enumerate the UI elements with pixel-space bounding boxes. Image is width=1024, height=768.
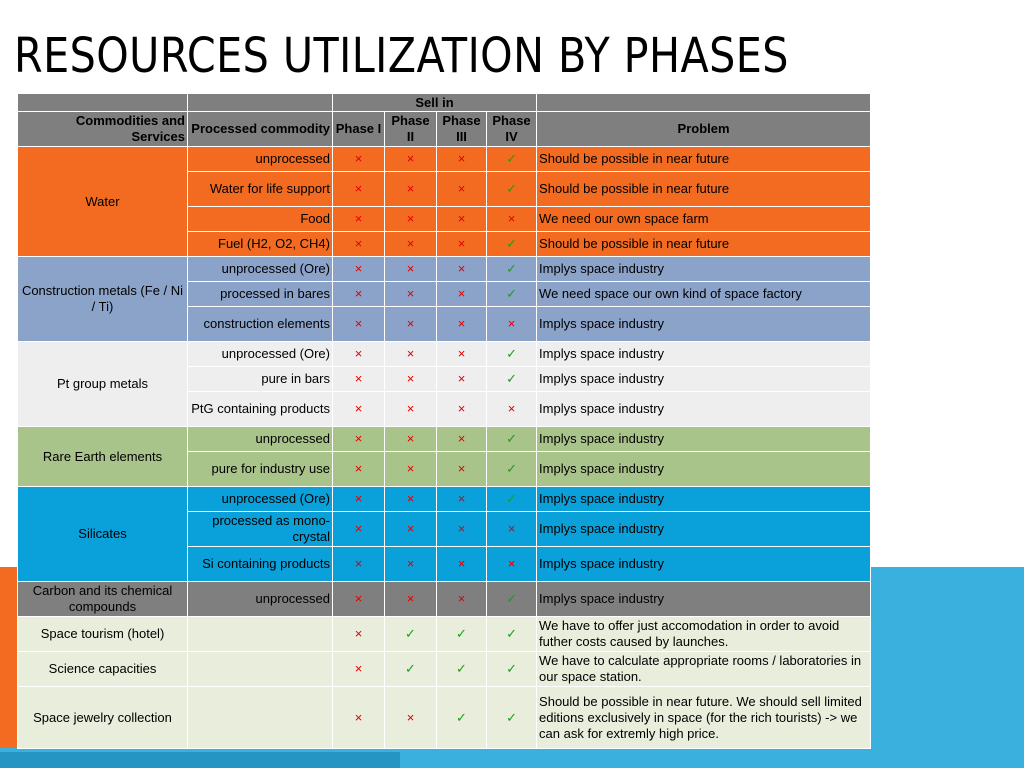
header-row-sell-in: [18, 94, 871, 112]
cross-icon: ×: [385, 367, 437, 392]
service-name: Space tourism (hotel): [18, 617, 188, 652]
table-row: [18, 147, 871, 172]
check-icon: ✓: [487, 367, 537, 392]
cross-icon: ×: [333, 652, 385, 687]
problem-header: Problem: [537, 112, 871, 147]
cross-icon: ×: [333, 232, 385, 257]
cross-icon: ×: [333, 367, 385, 392]
problem-text: Should be possible in near future: [537, 172, 871, 207]
cross-icon: ×: [385, 307, 437, 342]
cross-icon: ×: [437, 487, 487, 512]
problem-text: Implys space industry: [537, 487, 871, 512]
cross-icon: ×: [437, 207, 487, 232]
commodity-name: Construction metals (Fe / Ni / Ti): [18, 257, 188, 342]
cross-icon: ×: [487, 547, 537, 582]
check-icon: ✓: [487, 427, 537, 452]
cross-icon: ×: [333, 487, 385, 512]
cross-icon: ×: [333, 257, 385, 282]
cross-icon: ×: [385, 687, 437, 749]
cross-icon: ×: [437, 427, 487, 452]
table-row: [18, 342, 871, 367]
table-row: [18, 582, 871, 617]
processed-commodity: processed as mono-crystal: [188, 512, 333, 547]
processed-commodity: unprocessed: [188, 582, 333, 617]
table-row: [18, 257, 871, 282]
check-icon: ✓: [437, 617, 487, 652]
cross-icon: ×: [487, 307, 537, 342]
cross-icon: ×: [333, 307, 385, 342]
resources-table: [17, 93, 871, 749]
cross-icon: ×: [385, 172, 437, 207]
cross-icon: ×: [333, 207, 385, 232]
problem-text: Implys space industry: [537, 547, 871, 582]
check-icon: ✓: [487, 582, 537, 617]
slide-title: RESOURCES UTILIZATION BY PHASES: [14, 28, 789, 84]
processed-commodity: Food: [188, 207, 333, 232]
processed-commodity: PtG containing products: [188, 392, 333, 427]
problem-text: Implys space industry: [537, 427, 871, 452]
cross-icon: ×: [333, 582, 385, 617]
problem-text: Implys space industry: [537, 512, 871, 547]
phase-3-header: Phase III: [437, 112, 487, 147]
commodity-name: Silicates: [18, 487, 188, 582]
problem-text: Should be possible in near future: [537, 147, 871, 172]
processed-commodity: unprocessed (Ore): [188, 342, 333, 367]
table-row: [18, 652, 871, 687]
cross-icon: ×: [333, 342, 385, 367]
check-icon: ✓: [437, 687, 487, 749]
problem-text: We have to offer just accomodation in order to avoid futher costs caused by launches.: [537, 617, 871, 652]
cross-icon: ×: [385, 257, 437, 282]
cross-icon: ×: [437, 582, 487, 617]
check-icon: ✓: [487, 172, 537, 207]
problem-text: Implys space industry: [537, 342, 871, 367]
service-name: Science capacities: [18, 652, 188, 687]
header-row: [18, 112, 871, 147]
check-icon: ✓: [487, 452, 537, 487]
problem-text: We have to calculate appropriate rooms / laboratories in our space station.: [537, 652, 871, 687]
cross-icon: ×: [333, 512, 385, 547]
cross-icon: ×: [437, 512, 487, 547]
processed-commodity: Si containing products: [188, 547, 333, 582]
cross-icon: ×: [437, 257, 487, 282]
processed-commodity: pure for industry use: [188, 452, 333, 487]
processed-commodity: processed in bares: [188, 282, 333, 307]
check-icon: ✓: [487, 257, 537, 282]
processed-commodity: unprocessed: [188, 427, 333, 452]
processed-commodity: [188, 687, 333, 749]
problem-text: Should be possible in near future: [537, 232, 871, 257]
cross-icon: ×: [385, 512, 437, 547]
check-icon: ✓: [385, 652, 437, 687]
processed-commodity: Water for life support: [188, 172, 333, 207]
cross-icon: ×: [385, 452, 437, 487]
cross-icon: ×: [487, 207, 537, 232]
problem-text: Implys space industry: [537, 582, 871, 617]
bg-accent-bottom-dark: [0, 752, 400, 768]
check-icon: ✓: [437, 652, 487, 687]
check-icon: ✓: [487, 342, 537, 367]
check-icon: ✓: [487, 687, 537, 749]
cross-icon: ×: [437, 342, 487, 367]
processed-commodity: unprocessed (Ore): [188, 257, 333, 282]
check-icon: ✓: [487, 232, 537, 257]
table-row: [18, 617, 871, 652]
check-icon: ✓: [487, 487, 537, 512]
processed-header: Processed commodity: [188, 112, 333, 147]
check-icon: ✓: [385, 617, 437, 652]
commodities-header: Commodities and Services: [18, 112, 188, 147]
processed-commodity: [188, 617, 333, 652]
phase-4-header: Phase IV: [487, 112, 537, 147]
cross-icon: ×: [385, 392, 437, 427]
cross-icon: ×: [437, 172, 487, 207]
commodity-name: Rare Earth elements: [18, 427, 188, 487]
sell-in-header: Sell in: [333, 94, 537, 112]
phase-1-header: Phase I: [333, 112, 385, 147]
cross-icon: ×: [385, 342, 437, 367]
cross-icon: ×: [333, 282, 385, 307]
cross-icon: ×: [437, 232, 487, 257]
table-row: [18, 427, 871, 452]
cross-icon: ×: [385, 427, 437, 452]
service-name: Space jewelry collection: [18, 687, 188, 749]
phase-2-header: Phase II: [385, 112, 437, 147]
cross-icon: ×: [385, 547, 437, 582]
cross-icon: ×: [385, 282, 437, 307]
problem-text: Implys space industry: [537, 392, 871, 427]
processed-commodity: [188, 652, 333, 687]
cross-icon: ×: [385, 147, 437, 172]
problem-text: Implys space industry: [537, 452, 871, 487]
cross-icon: ×: [437, 307, 487, 342]
processed-commodity: unprocessed: [188, 147, 333, 172]
cross-icon: ×: [333, 172, 385, 207]
problem-text: Implys space industry: [537, 307, 871, 342]
cross-icon: ×: [437, 147, 487, 172]
cross-icon: ×: [437, 282, 487, 307]
cross-icon: ×: [437, 547, 487, 582]
cross-icon: ×: [333, 392, 385, 427]
check-icon: ✓: [487, 282, 537, 307]
cross-icon: ×: [437, 367, 487, 392]
cross-icon: ×: [333, 147, 385, 172]
cross-icon: ×: [333, 687, 385, 749]
processed-commodity: Fuel (H2, O2, CH4): [188, 232, 333, 257]
processed-commodity: construction elements: [188, 307, 333, 342]
cross-icon: ×: [385, 207, 437, 232]
cross-icon: ×: [333, 452, 385, 487]
cross-icon: ×: [437, 392, 487, 427]
check-icon: ✓: [487, 652, 537, 687]
check-icon: ✓: [487, 617, 537, 652]
commodity-name: Water: [18, 147, 188, 257]
check-icon: ✓: [487, 147, 537, 172]
cross-icon: ×: [487, 512, 537, 547]
cross-icon: ×: [385, 582, 437, 617]
processed-commodity: pure in bars: [188, 367, 333, 392]
problem-text: Should be possible in near future. We should sell limited editions exclusively in space (for the rich tourists) -> we can ask for extremly high price.: [537, 687, 871, 749]
cross-icon: ×: [487, 392, 537, 427]
cross-icon: ×: [333, 617, 385, 652]
problem-text: We need space our own kind of space factory: [537, 282, 871, 307]
bg-accent-blue: [870, 567, 1024, 768]
table-row: [18, 487, 871, 512]
processed-commodity: unprocessed (Ore): [188, 487, 333, 512]
problem-text: We need our own space farm: [537, 207, 871, 232]
table-row: [18, 687, 871, 749]
cross-icon: ×: [333, 547, 385, 582]
cross-icon: ×: [385, 487, 437, 512]
commodity-name: Carbon and its chemical compounds: [18, 582, 188, 617]
problem-text: Implys space industry: [537, 257, 871, 282]
cross-icon: ×: [437, 452, 487, 487]
cross-icon: ×: [333, 427, 385, 452]
problem-text: Implys space industry: [537, 367, 871, 392]
commodity-name: Pt group metals: [18, 342, 188, 427]
cross-icon: ×: [385, 232, 437, 257]
